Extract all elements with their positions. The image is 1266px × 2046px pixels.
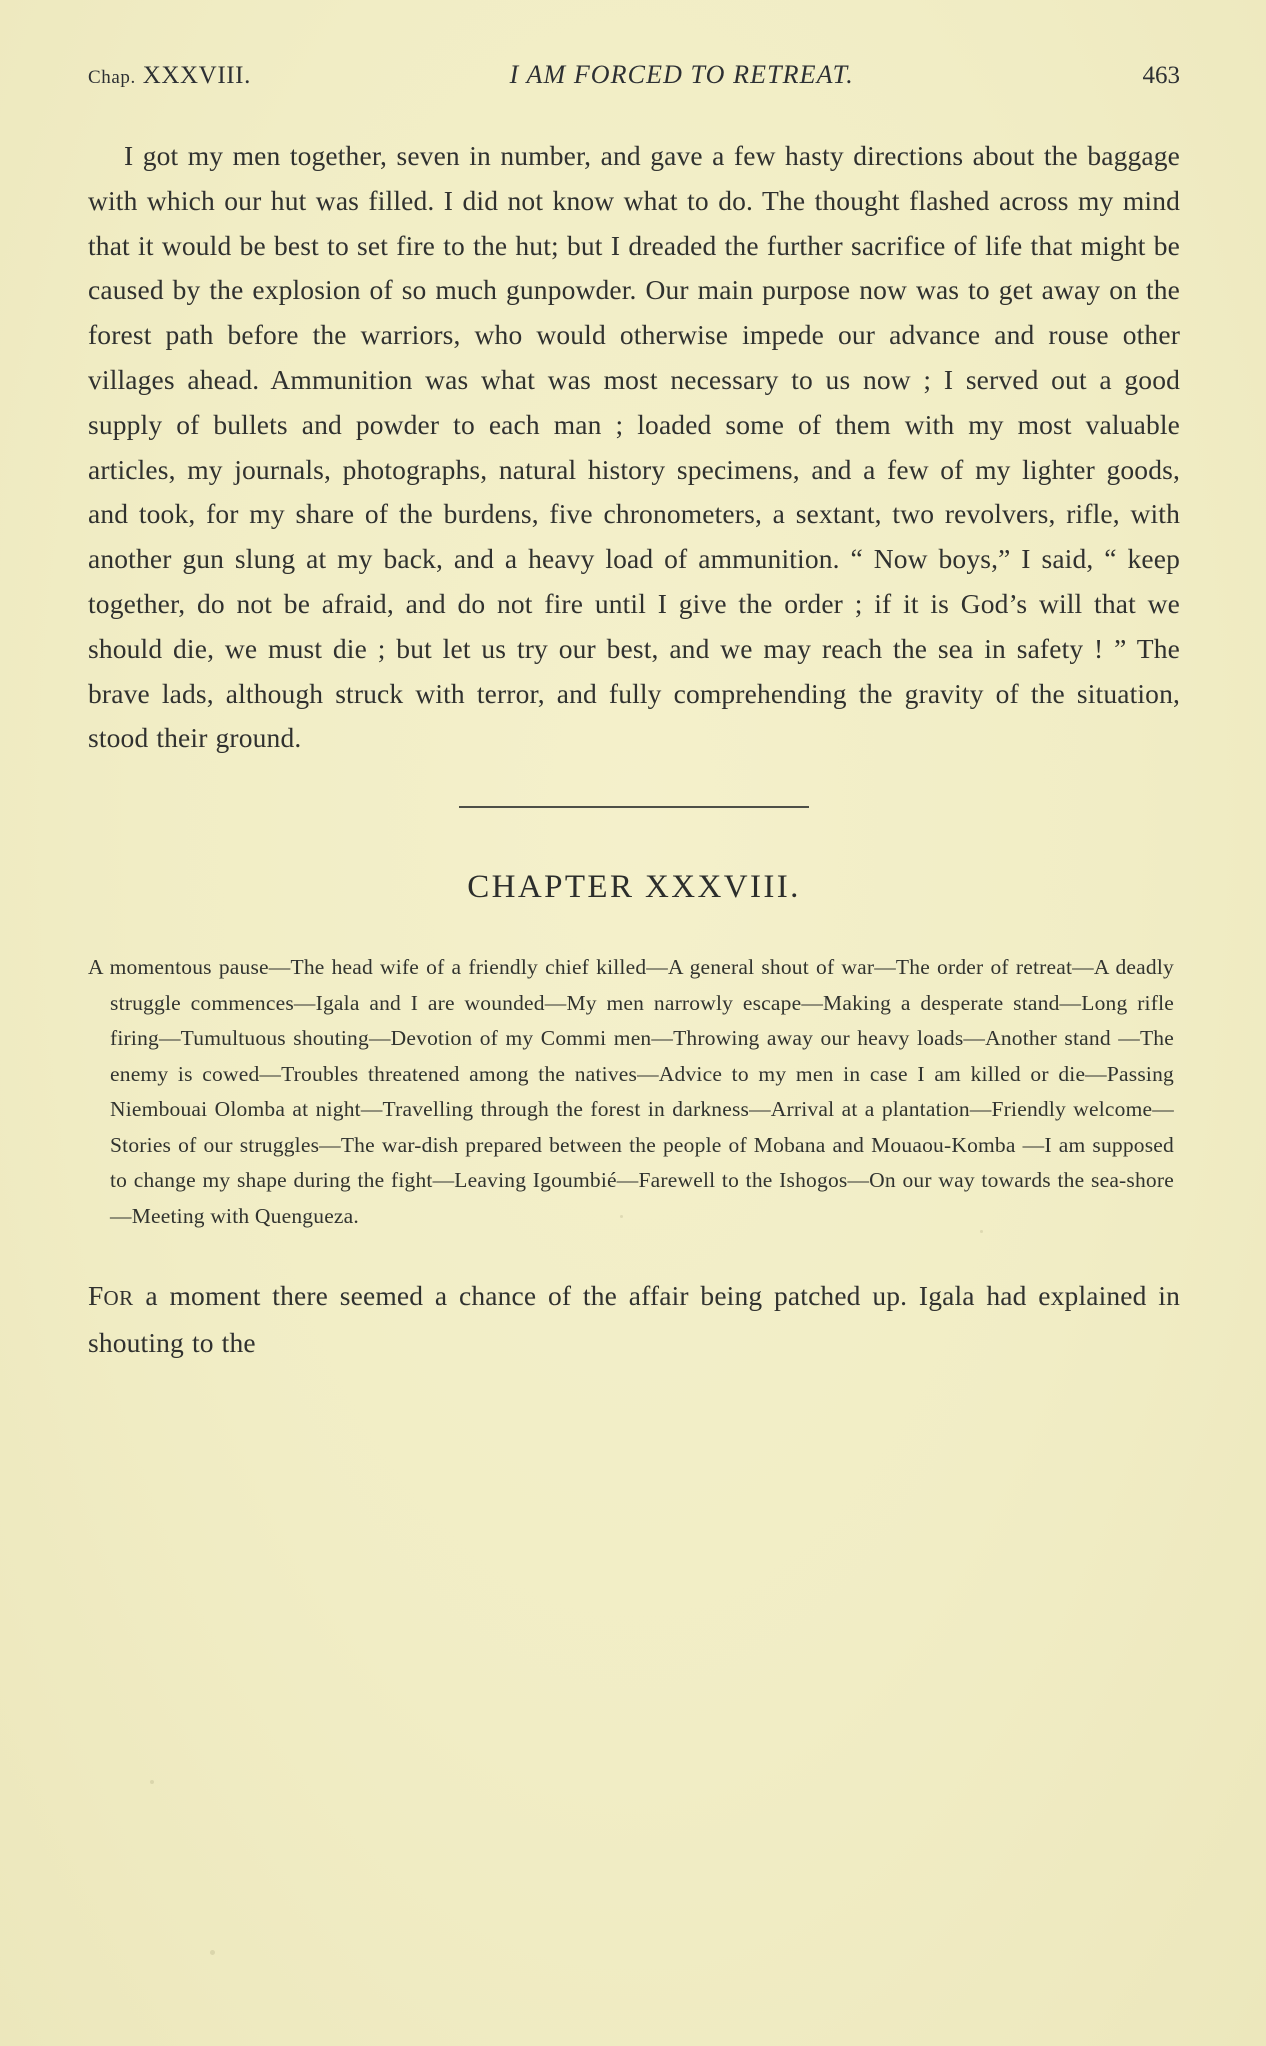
running-head [88, 60, 1180, 90]
opening-dropcap: F [88, 1280, 104, 1312]
running-head-chapter-prefix: Chap. [88, 67, 136, 88]
opening-paragraph [88, 1274, 1180, 1366]
argument-text: A momentous pause—The head wife of a friendly chief killed—A general shout of war—The order of retreat—A deadly struggle commences—Igala and I are wounded—My men narrowly escape—Making a desperate stand—Long rifle firing—Tumultuous shouting—Devotion of my Commi men—Throwing away our heavy loads—Another stand —The enemy is cowed—Troubles threatened among the natives—Advice to my men in case I am killed or die—Passing Niembouai Olomba at night—Travelling through the forest in darkness—Arrival at a plantation—Friendly welcome—Stories of our struggles—The war-dish prepared between the people of Mobana and Mouaou-Komba —I am supposed to change my shape during the fight—Leaving Igoumbié—Farewell to the Ishogos—On our way towards the sea-shore—Meeting with Quengueza. [88, 955, 1174, 1228]
body-text [88, 134, 1180, 761]
page-number: 463 [1142, 62, 1180, 89]
paragraph: I got my men together, seven in number, and gave a few hasty directions about the baggage with which our hut was filled. I did not know what to do. The thought flashed across my mind that it would be best to set fire to the hut; but I dreaded the further sacrifice of life that might be caused by the explosion of so much gunpowder. Our main purpose now was to get away on the forest path before the warriors, who would otherwise impede our advance and rouse other villages ahead. Ammunition was what was most necessary to us now ; I served out a good supply of bullets and powder to each man ; loaded some of them with my most valuable articles, my journals, photographs, natural history specimens, and a few of my lighter goods, and took, for my share of the burdens, five chronometers, a sextant, two revolvers, rifle, with another gun slung at my back, and a heavy load of ammunition. “ Now boys,” I said, “ keep together, do not be afraid, and do not fire until I give the order ; if it is God’s will that we should die, we must die ; but let us try our best, and we may reach the sea in safety ! ” The brave lads, although struck with terror, and fully comprehending the gravity of the situation, stood their ground. [88, 140, 1180, 754]
opening-smallcaps: OR [103, 1286, 134, 1311]
paper-speck [150, 1780, 154, 1784]
page-content [88, 60, 1180, 1366]
running-head-chapter-number: XXXVIII. [142, 62, 251, 89]
running-head-title: I AM FORCED TO RETREAT. [509, 60, 854, 89]
opening-text: a moment there seemed a chance of the affair being patched up. Igala had explained in shouting to the [88, 1280, 1180, 1358]
chapter-heading: CHAPTER XXXVIII. [467, 869, 801, 906]
chapter-argument [88, 950, 1180, 1234]
divider-rule [459, 806, 809, 808]
chapter-opening-paragraph [88, 1274, 1180, 1366]
paper-speck [210, 1950, 215, 1955]
section-divider [88, 795, 1180, 813]
running-head-chapter [88, 62, 251, 90]
